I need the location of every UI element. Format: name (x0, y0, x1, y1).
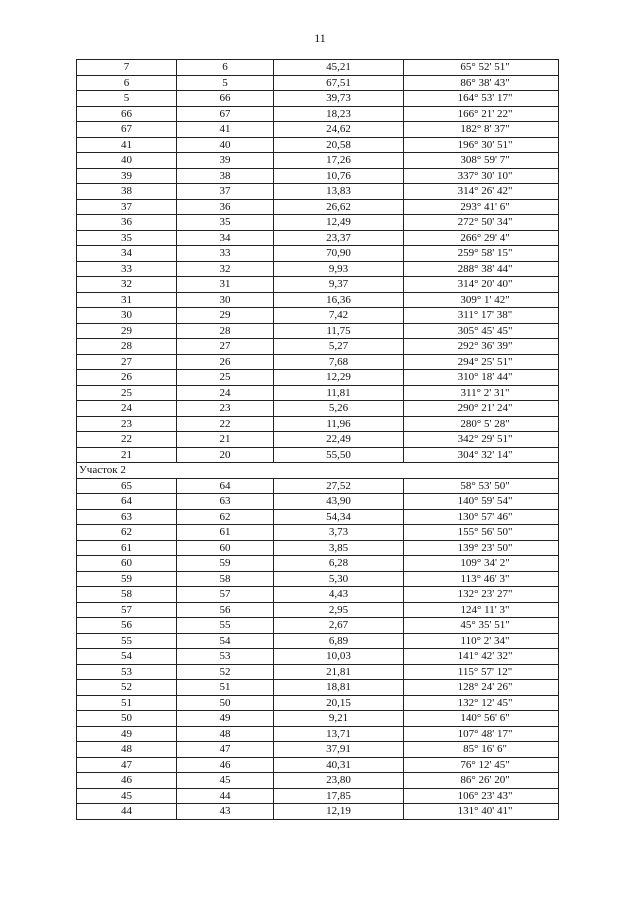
bearing-cell: 109° 34' 2" (404, 556, 559, 572)
bearing-cell: 293° 41' 6" (404, 199, 559, 215)
point-to-cell: 31 (177, 277, 274, 293)
point-to-cell: 38 (177, 168, 274, 184)
point-to-cell: 62 (177, 509, 274, 525)
bearing-cell: 65° 52' 51" (404, 60, 559, 76)
point-to-cell: 33 (177, 246, 274, 262)
table-row (77, 525, 559, 541)
point-to-cell: 35 (177, 215, 274, 231)
table-row (77, 633, 559, 649)
table-row (77, 447, 559, 463)
distance-cell: 2,67 (274, 618, 404, 634)
bearing-cell: 311° 2' 31" (404, 385, 559, 401)
bearing-cell: 164° 53' 17" (404, 91, 559, 107)
point-to-cell: 23 (177, 401, 274, 417)
distance-cell: 6,89 (274, 633, 404, 649)
point-from-cell: 32 (77, 277, 177, 293)
bearing-cell: 305° 45' 45" (404, 323, 559, 339)
bearing-cell: 140° 56' 6" (404, 711, 559, 727)
point-from-cell: 46 (77, 773, 177, 789)
distance-cell: 12,49 (274, 215, 404, 231)
bearing-cell: 140° 59' 54" (404, 494, 559, 510)
bearing-cell: 110° 2' 34" (404, 633, 559, 649)
distance-cell: 26,62 (274, 199, 404, 215)
distance-cell: 54,34 (274, 509, 404, 525)
table-row (77, 587, 559, 603)
point-to-cell: 46 (177, 757, 274, 773)
point-to-cell: 6 (177, 60, 274, 76)
table-row (77, 556, 559, 572)
point-from-cell: 61 (77, 540, 177, 556)
bearing-cell: 314° 20' 40" (404, 277, 559, 293)
table-row (77, 370, 559, 386)
bearing-cell: 294° 25' 51" (404, 354, 559, 370)
point-from-cell: 30 (77, 308, 177, 324)
point-to-cell: 57 (177, 587, 274, 603)
point-from-cell: 50 (77, 711, 177, 727)
table-row (77, 680, 559, 696)
distance-cell: 20,15 (274, 695, 404, 711)
point-from-cell: 67 (77, 122, 177, 138)
distance-cell: 9,93 (274, 261, 404, 277)
distance-cell: 24,62 (274, 122, 404, 138)
point-from-cell: 55 (77, 633, 177, 649)
point-to-cell: 32 (177, 261, 274, 277)
table-row (77, 323, 559, 339)
bearing-cell: 311° 17' 38" (404, 308, 559, 324)
bearing-cell: 314° 26' 42" (404, 184, 559, 200)
point-to-cell: 61 (177, 525, 274, 541)
distance-cell: 12,29 (274, 370, 404, 386)
point-to-cell: 51 (177, 680, 274, 696)
table-row (77, 432, 559, 448)
table-row (77, 308, 559, 324)
table-row (77, 137, 559, 153)
point-from-cell: 66 (77, 106, 177, 122)
table-row (77, 571, 559, 587)
table-row (77, 757, 559, 773)
distance-cell: 67,51 (274, 75, 404, 91)
point-to-cell: 60 (177, 540, 274, 556)
distance-cell: 45,21 (274, 60, 404, 76)
bearing-cell: 106° 23' 43" (404, 788, 559, 804)
point-to-cell: 41 (177, 122, 274, 138)
table-row (77, 199, 559, 215)
point-from-cell: 35 (77, 230, 177, 246)
distance-cell: 23,80 (274, 773, 404, 789)
table-row (77, 106, 559, 122)
point-from-cell: 5 (77, 91, 177, 107)
point-from-cell: 54 (77, 649, 177, 665)
point-to-cell: 30 (177, 292, 274, 308)
point-from-cell: 47 (77, 757, 177, 773)
point-to-cell: 66 (177, 91, 274, 107)
point-from-cell: 40 (77, 153, 177, 169)
distance-cell: 13,71 (274, 726, 404, 742)
point-to-cell: 49 (177, 711, 274, 727)
distance-cell: 12,19 (274, 804, 404, 820)
point-to-cell: 28 (177, 323, 274, 339)
distance-cell: 2,95 (274, 602, 404, 618)
distance-cell: 18,23 (274, 106, 404, 122)
point-from-cell: 63 (77, 509, 177, 525)
table-row (77, 804, 559, 820)
table-row (77, 261, 559, 277)
point-to-cell: 45 (177, 773, 274, 789)
distance-cell: 4,43 (274, 587, 404, 603)
distance-cell: 3,73 (274, 525, 404, 541)
section-row (77, 463, 559, 479)
point-from-cell: 64 (77, 494, 177, 510)
table-row (77, 664, 559, 680)
bearing-cell: 130° 57' 46" (404, 509, 559, 525)
bearing-cell: 288° 38' 44" (404, 261, 559, 277)
point-to-cell: 25 (177, 370, 274, 386)
table-row (77, 60, 559, 76)
distance-cell: 10,76 (274, 168, 404, 184)
point-to-cell: 22 (177, 416, 274, 432)
bearing-cell: 45° 35' 51" (404, 618, 559, 634)
bearing-cell: 58° 53' 50" (404, 478, 559, 494)
point-from-cell: 36 (77, 215, 177, 231)
table-row (77, 230, 559, 246)
table-row (77, 184, 559, 200)
point-to-cell: 20 (177, 447, 274, 463)
distance-cell: 9,37 (274, 277, 404, 293)
point-from-cell: 38 (77, 184, 177, 200)
table-row (77, 649, 559, 665)
distance-cell: 21,81 (274, 664, 404, 680)
table-row (77, 478, 559, 494)
distance-cell: 40,31 (274, 757, 404, 773)
bearing-cell: 86° 38' 43" (404, 75, 559, 91)
point-to-cell: 48 (177, 726, 274, 742)
distance-cell: 3,85 (274, 540, 404, 556)
bearing-cell: 139° 23' 50" (404, 540, 559, 556)
point-to-cell: 40 (177, 137, 274, 153)
bearing-cell: 280° 5' 28" (404, 416, 559, 432)
bearing-cell: 290° 21' 24" (404, 401, 559, 417)
point-from-cell: 34 (77, 246, 177, 262)
page-number: 11 (314, 31, 326, 45)
distance-cell: 20,58 (274, 137, 404, 153)
point-from-cell: 21 (77, 447, 177, 463)
bearing-cell: 85° 16' 6" (404, 742, 559, 758)
bearing-cell: 155° 56' 50" (404, 525, 559, 541)
point-from-cell: 57 (77, 602, 177, 618)
point-from-cell: 29 (77, 323, 177, 339)
distance-cell: 5,30 (274, 571, 404, 587)
point-from-cell: 48 (77, 742, 177, 758)
point-to-cell: 47 (177, 742, 274, 758)
distance-cell: 11,75 (274, 323, 404, 339)
distance-cell: 43,90 (274, 494, 404, 510)
table-row (77, 215, 559, 231)
distance-cell: 16,36 (274, 292, 404, 308)
point-from-cell: 22 (77, 432, 177, 448)
bearing-cell: 337° 30' 10" (404, 168, 559, 184)
bearing-cell: 196° 30' 51" (404, 137, 559, 153)
point-to-cell: 54 (177, 633, 274, 649)
bearing-cell: 166° 21' 22" (404, 106, 559, 122)
point-from-cell: 7 (77, 60, 177, 76)
section-label: Участок 2 (77, 463, 559, 479)
table-row (77, 246, 559, 262)
table-row (77, 711, 559, 727)
point-from-cell: 28 (77, 339, 177, 355)
point-from-cell: 45 (77, 788, 177, 804)
point-to-cell: 63 (177, 494, 274, 510)
point-from-cell: 6 (77, 75, 177, 91)
point-from-cell: 59 (77, 571, 177, 587)
distance-cell: 27,52 (274, 478, 404, 494)
point-to-cell: 5 (177, 75, 274, 91)
point-to-cell: 58 (177, 571, 274, 587)
table-row (77, 354, 559, 370)
distance-cell: 22,49 (274, 432, 404, 448)
table-row (77, 153, 559, 169)
bearing-cell: 259° 58' 15" (404, 246, 559, 262)
distance-cell: 9,21 (274, 711, 404, 727)
bearing-cell: 304° 32' 14" (404, 447, 559, 463)
bearing-cell: 124° 11' 3" (404, 602, 559, 618)
bearing-cell: 113° 46' 3" (404, 571, 559, 587)
point-from-cell: 27 (77, 354, 177, 370)
distance-cell: 7,42 (274, 308, 404, 324)
point-from-cell: 53 (77, 664, 177, 680)
coordinates-table (76, 59, 559, 820)
table-row (77, 416, 559, 432)
distance-cell: 6,28 (274, 556, 404, 572)
point-to-cell: 64 (177, 478, 274, 494)
point-from-cell: 44 (77, 804, 177, 820)
point-from-cell: 23 (77, 416, 177, 432)
point-to-cell: 52 (177, 664, 274, 680)
point-to-cell: 26 (177, 354, 274, 370)
table-row (77, 122, 559, 138)
distance-cell: 10,03 (274, 649, 404, 665)
bearing-cell: 182° 8' 37" (404, 122, 559, 138)
bearing-cell: 308° 59' 7" (404, 153, 559, 169)
point-to-cell: 39 (177, 153, 274, 169)
point-to-cell: 21 (177, 432, 274, 448)
point-to-cell: 29 (177, 308, 274, 324)
point-to-cell: 56 (177, 602, 274, 618)
table-row (77, 91, 559, 107)
distance-cell: 55,50 (274, 447, 404, 463)
table-row (77, 618, 559, 634)
table-row (77, 773, 559, 789)
distance-cell: 37,91 (274, 742, 404, 758)
point-from-cell: 65 (77, 478, 177, 494)
table-row (77, 540, 559, 556)
bearing-cell: 131° 40' 41" (404, 804, 559, 820)
table-row (77, 788, 559, 804)
distance-cell: 11,96 (274, 416, 404, 432)
point-to-cell: 59 (177, 556, 274, 572)
point-from-cell: 33 (77, 261, 177, 277)
table-row (77, 401, 559, 417)
point-from-cell: 24 (77, 401, 177, 417)
point-to-cell: 34 (177, 230, 274, 246)
distance-cell: 7,68 (274, 354, 404, 370)
table-row (77, 277, 559, 293)
table-row (77, 695, 559, 711)
distance-cell: 39,73 (274, 91, 404, 107)
point-from-cell: 41 (77, 137, 177, 153)
table-row (77, 292, 559, 308)
coordinates-table-body (77, 60, 559, 820)
point-from-cell: 25 (77, 385, 177, 401)
bearing-cell: 107° 48' 17" (404, 726, 559, 742)
table-row (77, 385, 559, 401)
table-row (77, 509, 559, 525)
point-to-cell: 53 (177, 649, 274, 665)
point-to-cell: 43 (177, 804, 274, 820)
bearing-cell: 132° 12' 45" (404, 695, 559, 711)
point-from-cell: 62 (77, 525, 177, 541)
distance-cell: 70,90 (274, 246, 404, 262)
distance-cell: 5,27 (274, 339, 404, 355)
point-to-cell: 24 (177, 385, 274, 401)
point-to-cell: 50 (177, 695, 274, 711)
distance-cell: 11,81 (274, 385, 404, 401)
point-from-cell: 58 (77, 587, 177, 603)
point-from-cell: 56 (77, 618, 177, 634)
point-from-cell: 37 (77, 199, 177, 215)
point-to-cell: 37 (177, 184, 274, 200)
distance-cell: 23,37 (274, 230, 404, 246)
point-from-cell: 52 (77, 680, 177, 696)
point-to-cell: 44 (177, 788, 274, 804)
distance-cell: 17,85 (274, 788, 404, 804)
point-from-cell: 60 (77, 556, 177, 572)
point-from-cell: 39 (77, 168, 177, 184)
bearing-cell: 86° 26' 20" (404, 773, 559, 789)
table-row (77, 75, 559, 91)
distance-cell: 5,26 (274, 401, 404, 417)
bearing-cell: 132° 23' 27" (404, 587, 559, 603)
bearing-cell: 76° 12' 45" (404, 757, 559, 773)
distance-cell: 13,83 (274, 184, 404, 200)
table-row (77, 742, 559, 758)
bearing-cell: 342° 29' 51" (404, 432, 559, 448)
bearing-cell: 309° 1' 42" (404, 292, 559, 308)
table-row (77, 168, 559, 184)
table-row (77, 494, 559, 510)
point-to-cell: 55 (177, 618, 274, 634)
bearing-cell: 266° 29' 4" (404, 230, 559, 246)
table-row (77, 726, 559, 742)
distance-cell: 17,26 (274, 153, 404, 169)
point-from-cell: 26 (77, 370, 177, 386)
bearing-cell: 141° 42' 32" (404, 649, 559, 665)
bearing-cell: 115° 57' 12" (404, 664, 559, 680)
point-to-cell: 27 (177, 339, 274, 355)
bearing-cell: 292° 36' 39" (404, 339, 559, 355)
point-from-cell: 31 (77, 292, 177, 308)
distance-cell: 18,81 (274, 680, 404, 696)
bearing-cell: 310° 18' 44" (404, 370, 559, 386)
table-row (77, 339, 559, 355)
point-to-cell: 36 (177, 199, 274, 215)
point-from-cell: 51 (77, 695, 177, 711)
bearing-cell: 128° 24' 26" (404, 680, 559, 696)
point-to-cell: 67 (177, 106, 274, 122)
bearing-cell: 272° 50' 34" (404, 215, 559, 231)
table-row (77, 602, 559, 618)
point-from-cell: 49 (77, 726, 177, 742)
